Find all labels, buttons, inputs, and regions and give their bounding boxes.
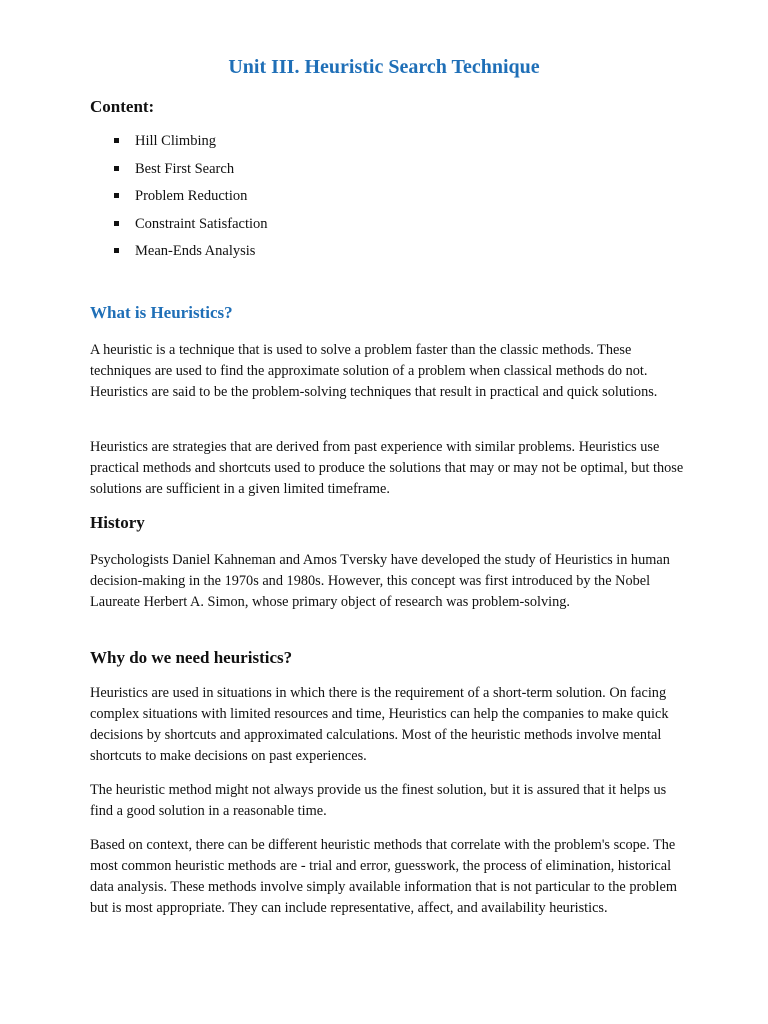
bullet-icon — [114, 138, 119, 143]
why-need-paragraph-2: The heuristic method might not always provide us the finest solution, but it is assured that it helps us find a good solution in a reasonable time. — [90, 782, 667, 819]
bullet-icon — [114, 193, 119, 198]
history-heading: History — [90, 513, 145, 532]
why-need-heading: Why do we need heuristics? — [90, 648, 293, 667]
document-title: Unit III. Heuristic Search Technique — [228, 56, 540, 78]
history-paragraph: Psychologists Daniel Kahneman and Amos Tversky have developed the study of Heuristics in human decision-making in the 1970s and 1980s. However, this concept was first introduced by the Nobel Laureate Herbert A. Simon, whose primary object of research was problem-solving. — [90, 552, 670, 610]
list-item-label: Best First Search — [135, 160, 235, 177]
list-item-label: Constraint Satisfaction — [135, 215, 268, 232]
list-item-label: Mean-Ends Analysis — [135, 243, 256, 259]
what-is-paragraph-1: A heuristic is a technique that is used to solve a problem faster than the classic methods. These techniques are used to find the approximate solution of a problem when classical methods do not. Heuristics are said to be the problem-solving techniques that result in practical and quick solutions. — [90, 342, 658, 400]
bullet-icon — [114, 248, 119, 253]
bullet-icon — [114, 166, 119, 171]
content-list — [90, 131, 268, 269]
why-need-paragraph-3: Based on context, there can be different heuristic methods that correlate with the problem's scope. The most common heuristic methods are - trial and error, guesswork, the process of elimination, historical data analysis. These methods involve simply available information that is not particular to the problem but is most appropriate. They can include representative, affect, and availability heuristics. — [90, 837, 677, 916]
why-need-paragraph-1: Heuristics are used in situations in which there is the requirement of a short-term solution. On facing complex situations with limited resources and time, Heuristics can help the companies to make quick decisions by shortcuts and approximated calculations. Most of the heuristic methods involve mental shortcuts to make decisions on past experiences. — [90, 685, 669, 764]
what-is-paragraph-2: Heuristics are strategies that are derived from past experience with similar problems. Heuristics use practical methods and shortcuts used to produce the solutions that may or may not be optimal, but those solutions are sufficient in a given limited timeframe. — [90, 439, 684, 497]
list-item — [90, 186, 268, 214]
list-item — [90, 241, 268, 269]
what-is-heuristics-heading: What is Heuristics? — [90, 303, 233, 322]
list-item — [90, 159, 268, 187]
bullet-icon — [114, 221, 119, 226]
list-item — [90, 131, 268, 159]
list-item — [90, 214, 268, 242]
list-item-label: Hill Climbing — [135, 133, 216, 149]
list-item-label: Problem Reduction — [135, 188, 248, 204]
content-heading: Content: — [90, 97, 155, 116]
